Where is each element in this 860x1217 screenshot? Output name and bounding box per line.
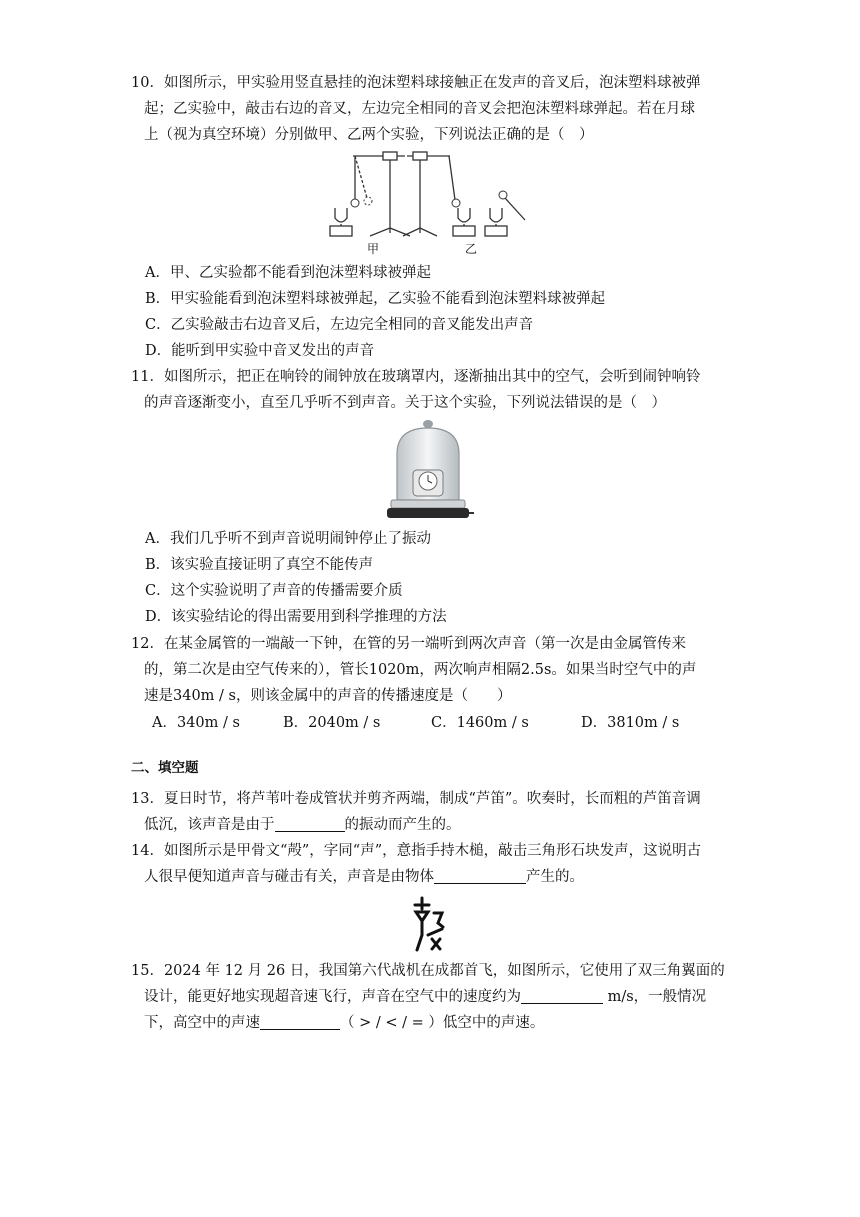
question-text: 设计，能更好地实现超音速飞行，声音在空气中的速度约为: [144, 989, 521, 1005]
question-number: 12．: [131, 636, 164, 652]
question-10: [131, 70, 731, 148]
question-number: 15．: [131, 963, 164, 979]
question-12: [131, 631, 731, 709]
question-text: 的声音逐渐变小，直至几乎听不到声音。关于这个实验，下列说法错误的是（ ）: [144, 395, 666, 411]
option-c: C．这个实验说明了声音的传播需要介质: [145, 583, 403, 599]
figure-label-jia: 甲: [367, 242, 380, 256]
question-text: 夏日时节，将芦苇叶卷成管状并剪齐两端，制成“芦笛”。吹奏时，长而粗的芦笛音调: [163, 791, 701, 807]
question-text: 下，高空中的声速: [144, 1015, 260, 1031]
question-text: 上（视为真空环境）分别做甲、乙两个实验，下列说法正确的是（ ）: [144, 127, 594, 143]
option-c: C．1460m / s: [431, 715, 529, 731]
figure-label-yi: 乙: [465, 242, 478, 256]
tuning-fork-experiment-figure: [325, 148, 535, 253]
question-text: 如图所示，甲实验用竖直悬挂的泡沫塑料球接触正在发声的音叉后，泡沫塑料球被弹: [163, 75, 701, 91]
question-text: 速是340m / s，则该金属中的声音的传播速度是（ ）: [144, 688, 512, 704]
question-14: [131, 838, 731, 890]
question-number: 10．: [131, 75, 164, 91]
option-b: B．2040m / s: [283, 715, 381, 731]
section-heading: 二、填空题: [131, 760, 199, 776]
option-c: C．乙实验敲击右边音叉后，左边完全相同的音叉能发出声音: [145, 317, 534, 333]
question-number: 14．: [131, 843, 164, 859]
option-a: A．甲、乙实验都不能看到泡沫塑料球被弹起: [145, 265, 431, 281]
option-d: D．能听到甲实验中音叉发出的声音: [145, 343, 375, 359]
question-text: 2024 年 12 月 26 日，我国第六代战机在成都首飞，如图所示，它使用了双三角翼面的: [163, 963, 725, 979]
option-b: B．甲实验能看到泡沫塑料球被弹起，乙实验不能看到泡沫塑料球被弹起: [145, 291, 606, 307]
option-d: D．该实验结论的得出需要用到科学推理的方法: [145, 609, 447, 625]
question-text: 人很早便知道声音与碰击有关，声音是由物体: [144, 869, 434, 885]
question-text: 的振动而产生的。: [344, 817, 461, 833]
question-text: 低沉，该声音是由于: [144, 817, 275, 833]
question-number: 11．: [131, 369, 164, 385]
question-13: [131, 786, 731, 838]
answer-blank[interactable]: [275, 815, 345, 832]
answer-blank[interactable]: [521, 987, 603, 1004]
question-text: 在某金属管的一端敲一下钟，在管的另一端听到两次声音（第一次是由金属管传来: [163, 636, 686, 652]
option-d: D．3810m / s: [581, 715, 680, 731]
option-a: A．我们几乎听不到声音说明闹钟停止了振动: [145, 531, 431, 547]
question-text: （ > / < / = ）低空中的声速。: [340, 1015, 545, 1031]
question-number: 13．: [131, 791, 164, 807]
question-text: m/s，一般情况: [603, 989, 707, 1005]
answer-blank[interactable]: [434, 867, 526, 884]
option-b: B．该实验直接证明了真空不能传声: [145, 557, 374, 573]
oracle-bone-character-figure: [412, 895, 446, 953]
bell-jar-alarm-clock-figure: [385, 418, 475, 522]
answer-blank[interactable]: [260, 1013, 340, 1030]
question-15: [131, 958, 731, 1036]
question-text: 如图所示是甲骨文“殸”，字同“声”，意指手持木槌，敲击三角形石块发声，这说明古: [163, 843, 702, 859]
question-11: [131, 364, 731, 416]
question-text: 的，第二次是由空气传来的），管长1020m，两次响声相隔2.5s。如果当时空气中的声: [144, 662, 697, 678]
question-text: 起；乙实验中，敲击右边的音叉，左边完全相同的音叉会把泡沫塑料球弹起。若在月球: [144, 101, 695, 117]
option-a: A．340m / s: [152, 715, 240, 731]
question-text: 产生的。: [526, 869, 584, 885]
question-text: 如图所示，把正在响铃的闹钟放在玻璃罩内，逐渐抽出其中的空气，会听到闹钟响铃: [163, 369, 701, 385]
